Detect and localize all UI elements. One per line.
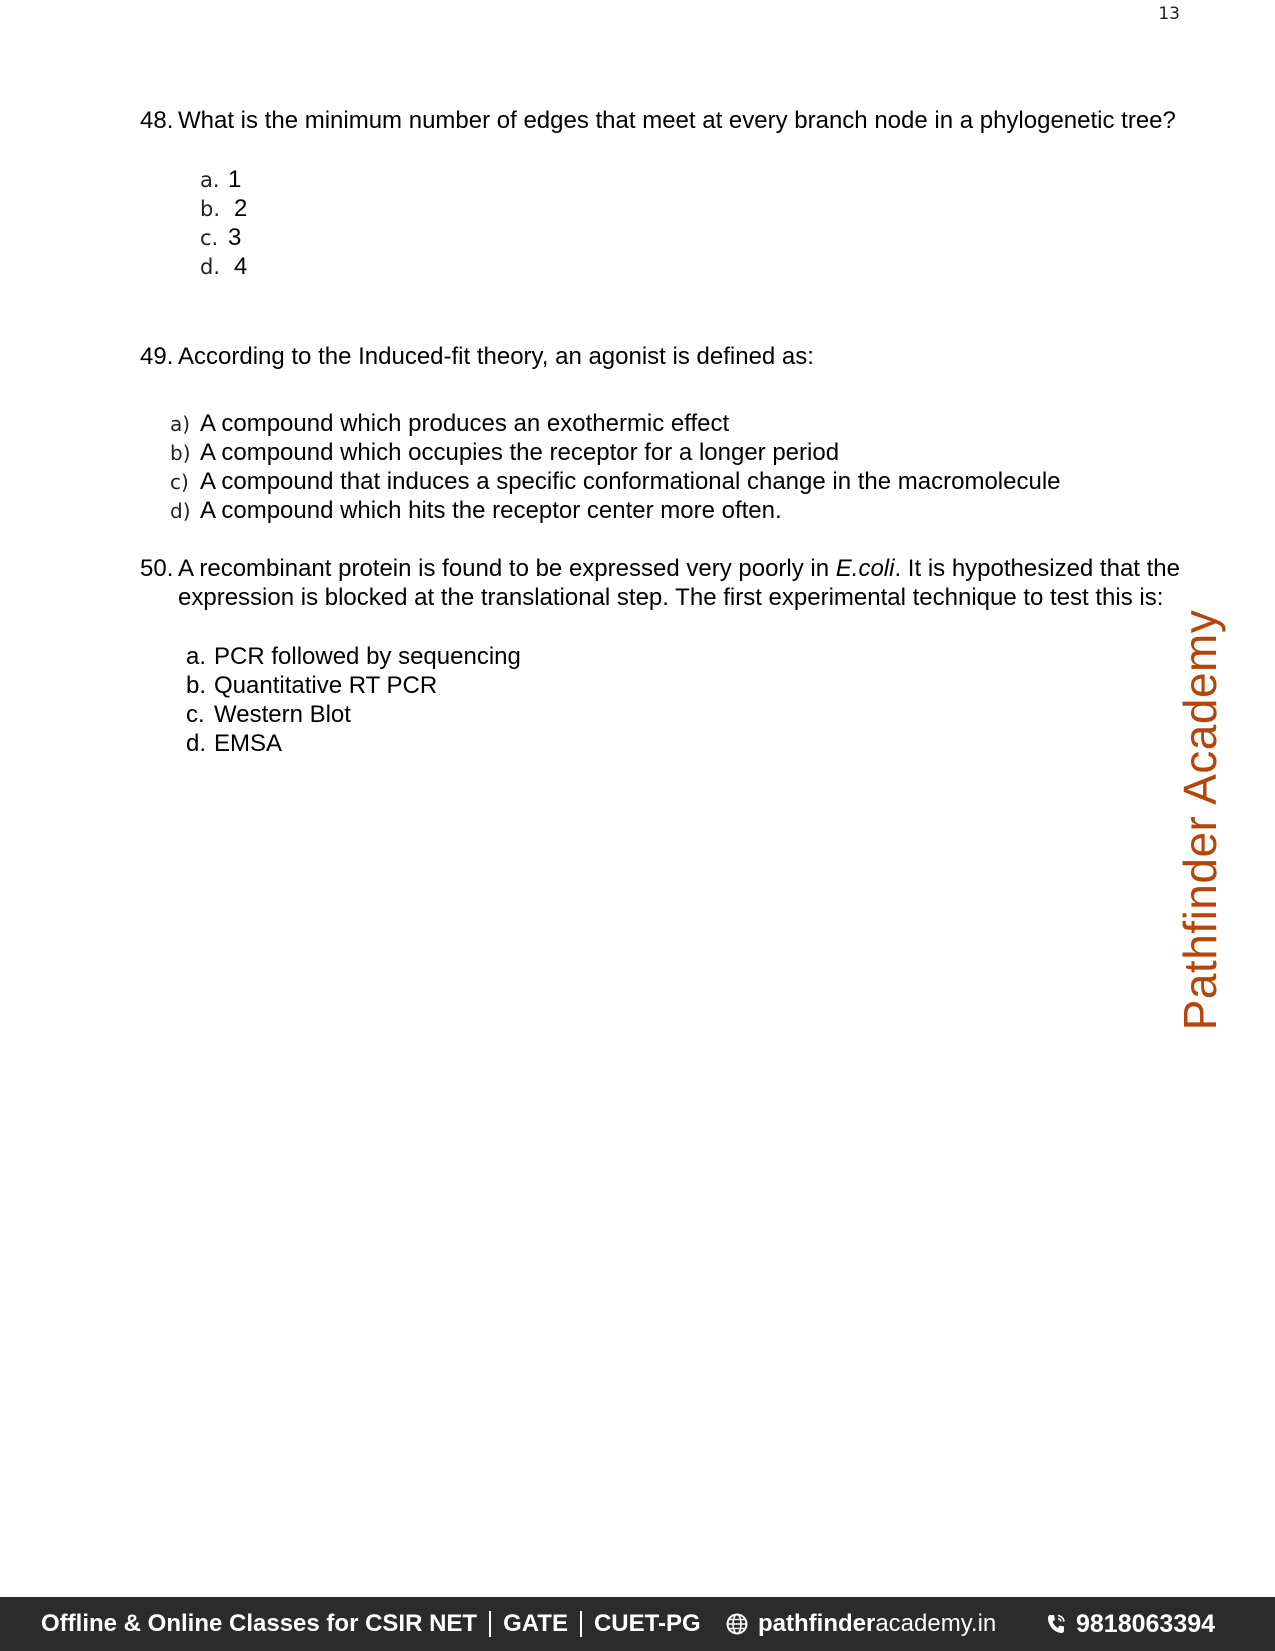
option-letter: d.: [200, 255, 221, 279]
organism-name: E.coli: [835, 555, 895, 582]
question-49: [140, 342, 1180, 525]
option-b: [186, 671, 1180, 700]
option-a: [186, 642, 1180, 671]
footer-exam-cuet: CUET-PG: [593, 1610, 701, 1637]
globe-icon: [726, 1613, 748, 1635]
option-text: A compound that induces a specific conformational change in the macromolecule: [200, 468, 1061, 495]
question-48: [140, 106, 1180, 281]
watermark: Pathfinder Academy: [1174, 609, 1226, 1031]
option-a: [200, 165, 1180, 194]
option-d: [186, 729, 1180, 758]
option-d: [200, 252, 1180, 281]
footer-divider: [580, 1611, 582, 1637]
phone-icon: [1046, 1613, 1066, 1635]
footer-classes-text: Offline & Online Classes for CSIR NET: [41, 1610, 478, 1637]
option-c: [170, 467, 1180, 496]
option-letter: c.: [200, 226, 219, 250]
option-letter: d.: [186, 730, 207, 757]
option-letter: a): [170, 412, 191, 436]
footer-divider: [489, 1611, 491, 1637]
option-text: A compound which produces an exothermic effect: [200, 410, 730, 437]
option-text: PCR followed by sequencing: [214, 643, 521, 670]
question-text-part: . It is hypothesized that the expression is blocked at the translational step. The first experimental technique to test this is:: [178, 555, 1181, 611]
option-text: A compound which hits the receptor center more often.: [200, 497, 782, 524]
option-d: [170, 496, 1180, 525]
option-letter: b): [170, 441, 191, 465]
option-text: 4: [234, 253, 248, 280]
footer-website[interactable]: [726, 1597, 996, 1651]
question-text-part: A recombinant protein is found to be expressed very poorly in: [178, 555, 836, 582]
question-text: According to the Induced-fit theory, an agonist is defined as:: [178, 343, 814, 370]
option-b: [200, 194, 1180, 223]
option-text: Western Blot: [214, 701, 351, 728]
option-letter: d): [170, 499, 191, 523]
website-bold: pathfinder: [758, 1610, 876, 1637]
option-letter: b.: [200, 197, 221, 221]
option-text: EMSA: [214, 730, 283, 757]
question-number: 48.: [140, 107, 174, 134]
option-letter: a.: [200, 168, 220, 192]
options-list: [200, 165, 1180, 281]
question-text: [178, 554, 1180, 612]
option-text: 1: [228, 166, 242, 193]
option-letter: c.: [186, 701, 205, 728]
option-text: A compound which occupies the receptor for a longer period: [200, 439, 840, 466]
option-b: [170, 438, 1180, 467]
footer-phone[interactable]: [1046, 1597, 1215, 1651]
question-50: [140, 554, 1180, 758]
option-letter: b.: [186, 672, 207, 699]
question-number: 50.: [140, 555, 174, 582]
footer-bar: [0, 1597, 1275, 1651]
option-letter: a.: [186, 643, 207, 670]
question-number: 49.: [140, 343, 174, 370]
phone-number: 9818063394: [1076, 1609, 1216, 1638]
option-text: Quantitative RT PCR: [214, 672, 438, 699]
options-list: [186, 642, 1180, 758]
page-number: 13: [1158, 4, 1180, 24]
option-c: [200, 223, 1180, 252]
website-light: academy.in: [875, 1610, 997, 1637]
option-a: [170, 409, 1180, 438]
option-text: 3: [228, 224, 242, 251]
options-list: [170, 409, 1180, 525]
footer-exam-gate: GATE: [503, 1610, 568, 1637]
option-text: 2: [234, 195, 248, 222]
question-text: What is the minimum number of edges that meet at every branch node in a phylogenetic tree?: [178, 107, 1176, 134]
footer-classes: [41, 1597, 701, 1651]
option-letter: c): [170, 470, 189, 494]
option-c: [186, 700, 1180, 729]
